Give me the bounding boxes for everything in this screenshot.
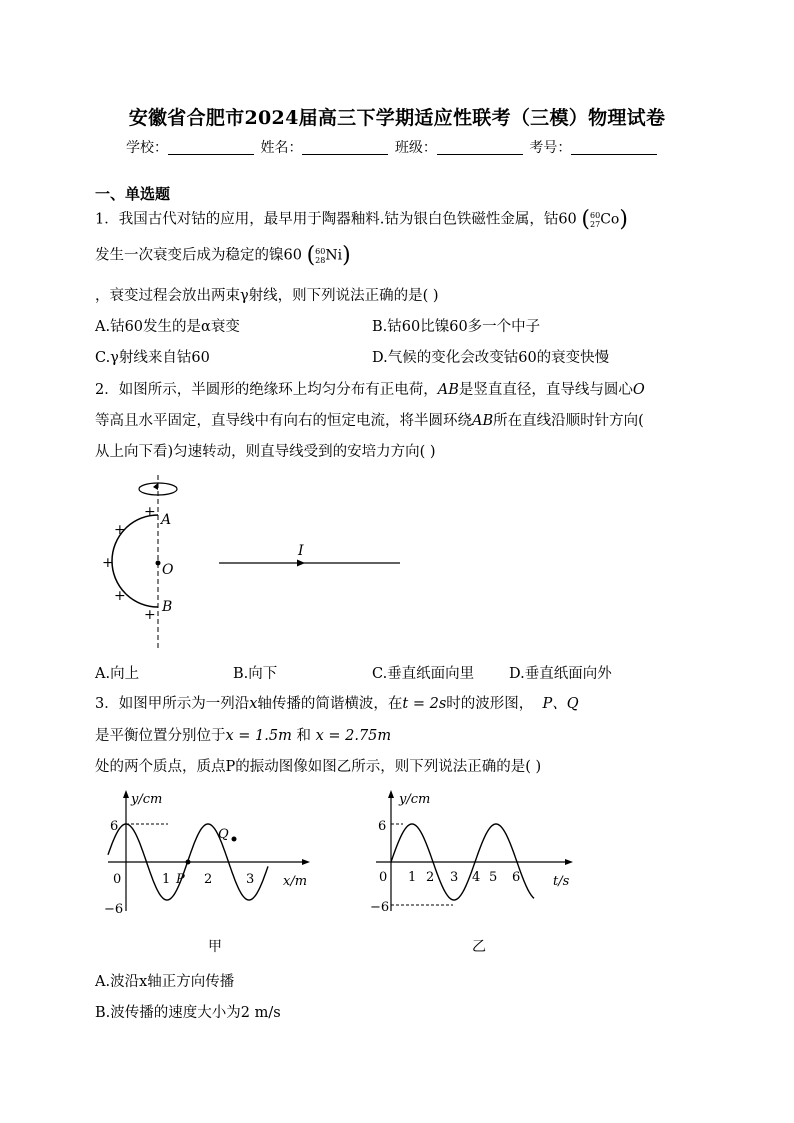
svg-text:A: A [161, 512, 172, 528]
svg-text:I: I [298, 543, 304, 559]
svg-text:Q: Q [218, 827, 229, 842]
student-info-row [126, 137, 659, 157]
vibration-graph-yi [372, 785, 582, 960]
svg-text:+: + [144, 607, 156, 623]
number-label: 考号： [529, 140, 572, 156]
svg-text:1: 1 [408, 870, 417, 885]
svg-text:6: 6 [378, 819, 387, 834]
q1-option-b[interactable]: B.钴60比镍60多一个中子 [372, 319, 541, 335]
center-point [156, 561, 161, 566]
svg-text:t/s: t/s [553, 874, 570, 889]
q1-option-a[interactable]: A.钴60发生的是α衰变 [95, 319, 240, 335]
svg-text:y/cm: y/cm [131, 792, 163, 807]
svg-text:3: 3 [450, 870, 459, 885]
svg-text:0: 0 [113, 872, 122, 887]
class-blank[interactable] [437, 140, 523, 155]
svg-text:P: P [176, 872, 185, 887]
q3-option-b[interactable]: B.波传播的速度大小为2 m/s [95, 1005, 281, 1021]
svg-text:5: 5 [489, 870, 498, 885]
svg-text:6: 6 [512, 870, 521, 885]
svg-text:乙: 乙 [472, 939, 486, 955]
svg-text:+: + [114, 588, 126, 604]
svg-text:6: 6 [110, 819, 119, 834]
name-label: 姓名： [260, 140, 303, 156]
q3-line2: 是平衡位置分别位于x = 1.5m 和 x = 2.75m [95, 728, 392, 744]
current-arrow-icon [297, 560, 305, 567]
svg-text:4: 4 [472, 870, 481, 885]
wave-graph-jia [100, 785, 315, 960]
q2-option-c[interactable]: C.垂直纸面向里 [372, 666, 475, 682]
page-title: 安徽省合肥市2024届高三下学期适应性联考（三模）物理试卷 [128, 107, 666, 129]
svg-text:甲: 甲 [208, 939, 222, 955]
school-blank[interactable] [168, 140, 254, 155]
svg-text:y/cm: y/cm [399, 792, 431, 807]
svg-text:3: 3 [246, 872, 255, 887]
number-blank[interactable] [571, 140, 657, 155]
q3-line3: 处的两个质点，质点P的振动图像如图乙所示，则下列说法正确的是( ) [95, 759, 542, 775]
q2-line1: 2．如图所示，半圆形的绝缘环上均匀分布有正电荷，AB是竖直直径，直导线与圆心O [95, 382, 645, 398]
q1-line1: 1．我国古代对钴的应用，最早用于陶器釉料.钴为银白色铁磁性金属，钴60 (60 27Co) [95, 207, 628, 232]
q3-option-a[interactable]: A.波沿x轴正方向传播 [95, 974, 235, 990]
name-blank[interactable] [302, 140, 388, 155]
cobalt-isotope: (60 27Co) [581, 207, 628, 232]
q1-option-c[interactable]: C.γ射线来自钴60 [95, 350, 210, 366]
svg-text:+: + [144, 504, 156, 520]
q1-option-d[interactable]: D.气候的变化会改变钴60的衰变快慢 [372, 350, 610, 366]
q2-option-a[interactable]: A.向上 [95, 666, 140, 682]
q2-figure [95, 470, 405, 655]
q2-line2: 等高且水平固定，直导线中有向右的恒定电流，将半圆环绕AB所在直线沿顺时针方向( [95, 413, 644, 429]
svg-text:1: 1 [162, 872, 171, 887]
svg-text:2: 2 [426, 870, 435, 885]
svg-text:+: + [114, 522, 126, 538]
nickel-isotope: (60 28Ni) [306, 243, 351, 268]
q2-option-d[interactable]: D.垂直纸面向外 [509, 666, 612, 682]
q1-line2: 发生一次衰变后成为稳定的镍60 (60 28Ni) [95, 243, 351, 268]
svg-text:B: B [162, 599, 173, 615]
q2-option-b[interactable]: B.向下 [233, 666, 278, 682]
q3-line1: 3．如图甲所示为一列沿x轴传播的简谐横波，在t = 2s时的波形图， P、Q [95, 696, 579, 712]
q2-line3: 从上向下看)匀速转动，则直导线受到的安培力方向( ) [95, 444, 436, 460]
class-label: 班级： [394, 140, 437, 156]
svg-text:−6: −6 [104, 902, 124, 917]
q1-line3: ，衰变过程会放出两束γ射线，则下列说法正确的是( ) [95, 288, 439, 304]
svg-text:x/m: x/m [283, 874, 308, 889]
svg-text:2: 2 [204, 872, 213, 887]
section-heading: 一、单选题 [95, 185, 171, 203]
svg-text:+: + [102, 555, 114, 571]
svg-text:0: 0 [379, 870, 388, 885]
svg-text:−6: −6 [370, 900, 390, 915]
svg-text:O: O [162, 562, 174, 578]
school-label: 学校： [126, 140, 168, 156]
